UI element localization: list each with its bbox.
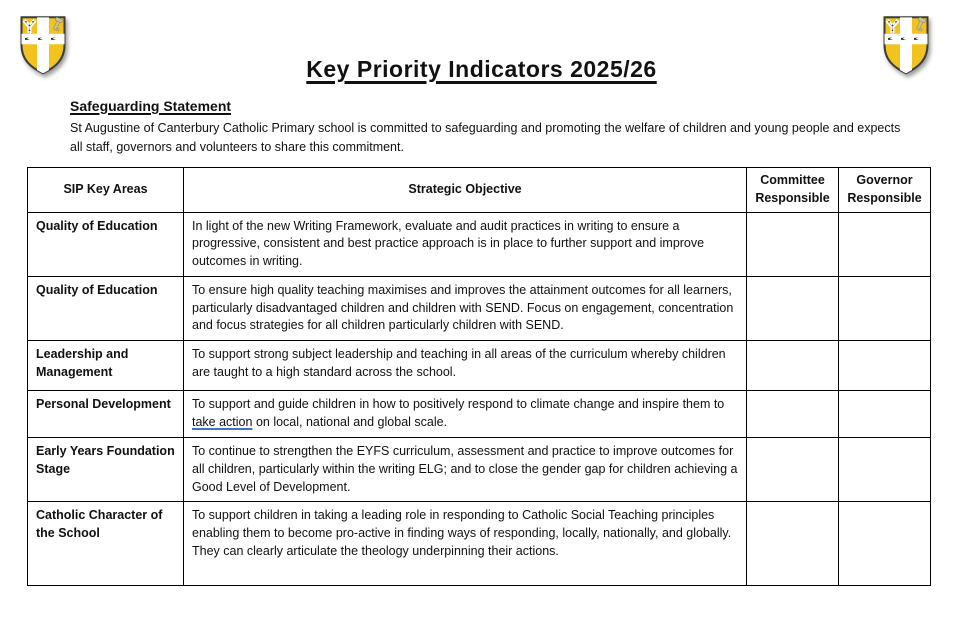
objective-cell: In light of the new Writing Framework, evaluate and audit practices in writing to ensure a progressive, consistent and best practice approach is in place to further support and improve outcomes in writing. [184, 212, 747, 276]
table-row [28, 341, 931, 391]
area-cell: Early Years Foundation Stage [28, 438, 184, 502]
committee-cell [747, 502, 839, 586]
governor-cell [839, 438, 931, 502]
table-header-row [28, 168, 931, 213]
governor-cell [839, 391, 931, 438]
objective-cell: To continue to strengthen the EYFS curriculum, assessment and practice to improve outcomes for all children, particularly within the writing ELG; and to close the gender gap for children achieving a Good Level of Development. [184, 438, 747, 502]
objective-cell: To ensure high quality teaching maximises and improves the attainment outcomes for all learners, particularly disadvantaged children and children with SEND. Focus on engagement, concentration and focus strategies for all children particularly children with SEND. [184, 276, 747, 340]
safeguarding-heading: Safeguarding Statement [70, 98, 232, 114]
safeguarding-section [70, 98, 915, 157]
governor-cell [839, 502, 931, 586]
area-cell: Quality of Education [28, 276, 184, 340]
governor-cell [839, 276, 931, 340]
header-governor-responsible: Governor Responsible [839, 168, 931, 213]
kpi-table [27, 167, 931, 586]
committee-cell [747, 438, 839, 502]
page-title: Key Priority Indicators 2025/26 [306, 56, 657, 82]
objective-cell [184, 391, 747, 438]
safeguarding-body: St Augustine of Canterbury Catholic Primary school is committed to safeguarding and promoting the welfare of children and young people and expects all staff, governors and volunteers to share this commitment. [70, 121, 901, 154]
header-strategic-objective: Strategic Objective [184, 168, 747, 213]
table-row [28, 391, 931, 438]
objective-text: To support and guide children in how to positively respond to climate change and inspire them to [192, 397, 725, 411]
committee-cell [747, 276, 839, 340]
committee-cell [747, 391, 839, 438]
take-action-link[interactable]: take action [192, 414, 253, 429]
objective-cell: To support strong subject leadership and teaching in all areas of the curriculum whereby children are taught to a high standard across the school. [184, 341, 747, 391]
table-row [28, 438, 931, 502]
governor-cell [839, 341, 931, 391]
table-row [28, 502, 931, 586]
committee-cell [747, 212, 839, 276]
objective-cell: To support children in taking a leading role in responding to Catholic Social Teaching principles enabling them to become pro-active in finding ways of responding, locally, nationally, and globally. They can clearly articulate the theology underpinning their actions. [184, 502, 747, 586]
governor-cell [839, 212, 931, 276]
objective-text: on local, national and global scale. [252, 414, 448, 429]
committee-cell [747, 341, 839, 391]
area-cell: Quality of Education [28, 212, 184, 276]
area-cell: Personal Development [28, 391, 184, 438]
table-row [28, 212, 931, 276]
table-row [28, 276, 931, 340]
header-sip-key-areas: SIP Key Areas [28, 168, 184, 213]
area-cell: Leadership and Management [28, 341, 184, 391]
area-cell: Catholic Character of the School [28, 502, 184, 586]
header-committee-responsible: Committee Responsible [747, 168, 839, 213]
